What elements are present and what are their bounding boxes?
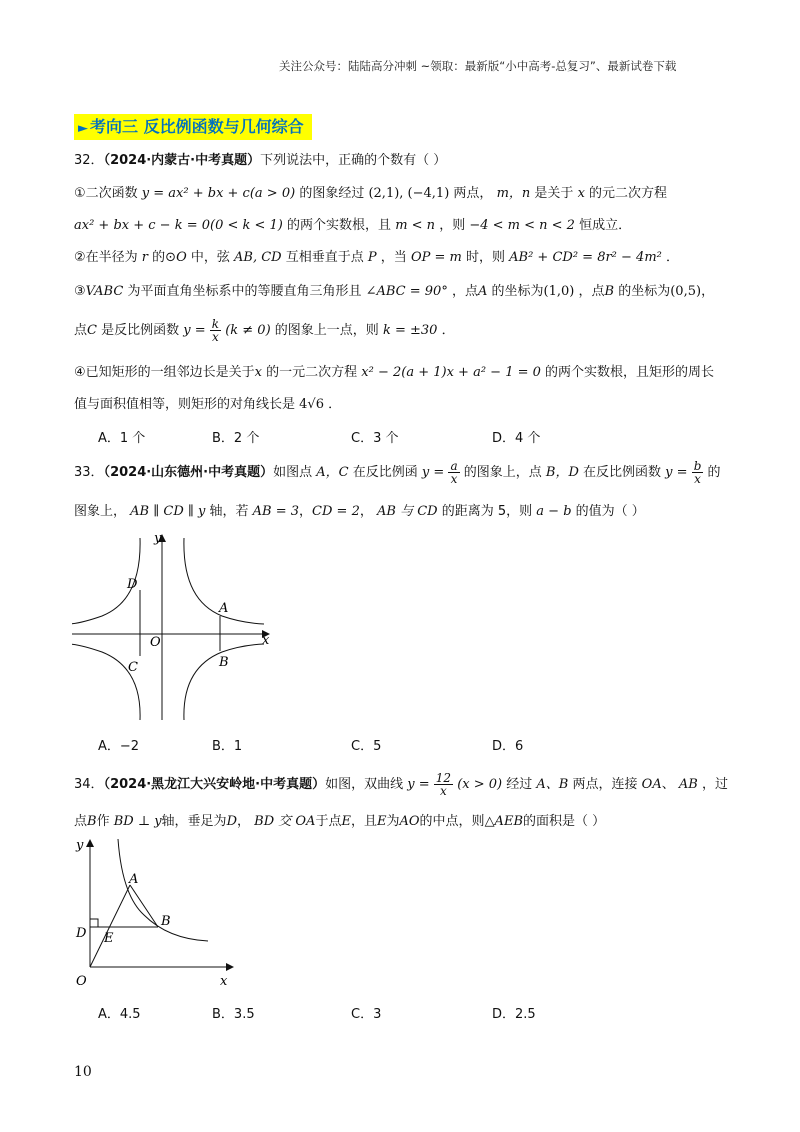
text: 图象上， <box>74 504 127 519</box>
text: 的中点，则 <box>419 814 485 829</box>
math: A，C <box>316 465 349 480</box>
math: AB ∥ CD ∥ y <box>130 504 206 519</box>
text: 的距离为 5，则 <box>441 504 533 519</box>
text: 作 <box>96 814 110 829</box>
math: AB <box>678 777 698 792</box>
q32-stem: 32．（2024·内蒙古·中考真题）下列说法中，正确的个数有（ ） <box>74 153 447 168</box>
text: ，且 <box>350 814 377 829</box>
math: BD ⊥ y <box>113 814 162 829</box>
q34-figure <box>72 835 242 995</box>
fraction <box>448 460 459 485</box>
fraction <box>692 460 704 485</box>
text: 值与面积值相等，则矩形的对角线长是 <box>74 397 296 412</box>
text: ，则 <box>439 218 466 233</box>
math: (k ≠ 0) <box>225 323 271 338</box>
origin-label: O <box>150 635 161 650</box>
math: OP = m <box>410 250 462 265</box>
text: 的坐标为 <box>618 284 671 299</box>
point-c-label: C <box>128 660 138 675</box>
x-axis-label: x <box>262 633 270 648</box>
q33-option-b[interactable]: B．1 <box>212 739 243 754</box>
point-d-label: D <box>76 926 87 941</box>
q32-stem-text: 下列说法中，正确的个数有（ ） <box>260 153 447 168</box>
text: 的两个实数根，且矩形的周长 <box>545 365 715 380</box>
q33-option-c[interactable]: C．5 <box>351 739 382 754</box>
text: ， <box>701 284 715 299</box>
numerator: a <box>450 459 458 473</box>
math: y = ax² + bx + c(a > 0) <box>141 186 296 201</box>
text: 恒成立． <box>579 218 632 233</box>
text: 在反比例函数 <box>583 465 662 480</box>
q33-stem-line2 <box>74 500 645 519</box>
q33-option-a[interactable]: A．−2 <box>98 739 140 754</box>
text: ②在半径为 <box>74 250 138 265</box>
math: (1,0) <box>543 284 575 299</box>
point-a-label: A <box>219 601 229 616</box>
math: B，D <box>545 465 579 480</box>
text: 点 <box>74 323 88 338</box>
page-number: 10 <box>74 1064 92 1080</box>
header-note: 关注公众号：陆陆高分冲刺 ~领取：最新版“小中高考-总复习”、最新试卷下载 <box>279 59 677 73</box>
q33-option-d[interactable]: D．6 <box>492 739 524 754</box>
q32-option-a[interactable]: A．1 个 <box>98 431 146 446</box>
right-angle-mark <box>90 919 98 927</box>
text: ①二次函数 <box>74 186 138 201</box>
math: A、B <box>536 777 569 792</box>
q32-source: （2024·内蒙古·中考真题） <box>103 153 261 168</box>
text: 的 <box>707 465 721 480</box>
math: ax² + bx + c − k = 0(0 < k < 1) <box>74 218 283 233</box>
q33-source: （2024·山东德州·中考真题） <box>103 465 274 480</box>
math: ∠ABC = 90° <box>365 284 448 299</box>
text: 轴，垂足为 <box>161 814 227 829</box>
text: 如图点 <box>273 465 313 480</box>
text: ， <box>299 504 313 519</box>
math: (x > 0) <box>457 777 503 792</box>
point-b-label: B <box>219 655 229 670</box>
math: D <box>226 814 237 829</box>
q32-statement-3-line1 <box>74 280 714 299</box>
math: (0,5) <box>670 284 702 299</box>
math: y = <box>183 323 206 338</box>
q32-option-b[interactable]: B．2 个 <box>212 431 260 446</box>
text: 的⊙ <box>152 250 177 265</box>
q34-number: 34 <box>74 777 91 792</box>
text: 为平面直角坐标系中的等腰直角三角形且 <box>127 284 362 299</box>
math: B <box>604 284 615 299</box>
q34-option-c[interactable]: C．3 <box>351 1007 382 1022</box>
text: 的一元二次方程 <box>266 365 358 380</box>
q32-statement-1-line2 <box>74 214 631 233</box>
q32-statement-4-line2 <box>74 393 341 412</box>
text: 于点 <box>315 814 342 829</box>
text: ，当 <box>380 250 407 265</box>
math: C <box>87 323 97 338</box>
math: AB, CD <box>234 250 282 265</box>
text: 是反比例函数 <box>101 323 180 338</box>
text: 如图，双曲线 <box>325 777 404 792</box>
math: x² − 2(a + 1)x + a² − 1 = 0 <box>361 365 541 380</box>
math: OA <box>641 777 662 792</box>
text: ，点 <box>451 284 478 299</box>
text: ， <box>237 814 251 829</box>
text: 为 <box>386 814 400 829</box>
text: 在反比例函 <box>352 465 418 480</box>
point-b-label: B <box>161 914 171 929</box>
text: 的图象经过 <box>299 186 365 201</box>
section-marker: ► <box>78 121 88 136</box>
math: A <box>477 284 488 299</box>
math: AO <box>399 814 420 829</box>
text: 经过 <box>506 777 533 792</box>
math: AB = 3 <box>252 504 300 519</box>
section-title <box>74 114 312 140</box>
math: (2,1), (−4,1) <box>368 186 450 201</box>
math: VABC <box>85 284 124 299</box>
text: ，过 <box>701 777 728 792</box>
text: 的图象上，点 <box>463 465 542 480</box>
y-axis-label: y <box>154 531 162 546</box>
numerator: 12 <box>435 771 452 785</box>
q32-statement-1-line1 <box>74 182 667 201</box>
q34-option-b[interactable]: B．3.5 <box>212 1007 255 1022</box>
denominator: x <box>212 330 219 344</box>
denominator: x <box>450 472 458 486</box>
math: m，n <box>496 186 531 201</box>
text: ． <box>441 323 455 338</box>
segment-oa <box>90 885 130 967</box>
math: E <box>341 814 351 829</box>
y-axis-label: y <box>76 838 84 853</box>
text: ，点 <box>578 284 605 299</box>
q32-option-c[interactable]: C．3 个 <box>351 431 399 446</box>
q33-stem-line1: 33．（2024·山东德州·中考真题）如图点 A，C 在反比例函 y = $\frac{a}{x}$ 的图象上，点 B，D 在反比例函数 y = $\frac{b}{x}$ 的 <box>74 459 721 486</box>
math: P <box>367 250 377 265</box>
q33-figure <box>72 530 282 725</box>
math: 4√6 <box>299 397 324 412</box>
text: 是关于 <box>534 186 574 201</box>
math: y = <box>665 465 688 480</box>
text: 中，弦 <box>190 250 230 265</box>
text: 的图象上一点，则 <box>274 323 379 338</box>
section-title-text: 考向三 反比例函数与几何综合 <box>90 117 304 136</box>
text: 轴，若 <box>209 504 249 519</box>
math: AB 与 CD <box>377 504 438 519</box>
text: ③ <box>74 284 86 299</box>
q34-stem-line1: 34．（2024·黑龙江大兴安岭地·中考真题）如图，双曲线 y = $\frac{12}{x}$ (x > 0) 经过 A、B 两点，连接 OA、 AB ，过 <box>74 771 728 798</box>
q34-option-d[interactable]: D．2.5 <box>492 1007 536 1022</box>
text: ． <box>328 397 342 412</box>
math: r <box>141 250 149 265</box>
math: a − b <box>536 504 572 519</box>
segment-ab <box>130 885 158 927</box>
q33-number: 33 <box>74 465 91 480</box>
q32-number: 32 <box>74 153 91 168</box>
text: 的值为（ ） <box>575 504 645 519</box>
point-d-label: D <box>127 577 138 592</box>
q32-statement-2 <box>74 246 679 265</box>
math: m < n <box>395 218 436 233</box>
fraction <box>210 318 221 343</box>
q32-statement-4-line1 <box>74 361 714 380</box>
numerator: k <box>211 317 220 331</box>
q34-option-a[interactable]: A．4.5 <box>98 1007 141 1022</box>
text: ， <box>359 504 373 519</box>
text: 互相垂直于点 <box>285 250 364 265</box>
origin-label: O <box>76 974 87 989</box>
q34-source: （2024·黑龙江大兴安岭地·中考真题） <box>103 777 326 792</box>
text: 的坐标为 <box>491 284 544 299</box>
math: x <box>254 365 262 380</box>
text: 的两个实数根，且 <box>287 218 392 233</box>
numerator: b <box>693 459 702 473</box>
math: CD = 2 <box>312 504 360 519</box>
math: −4 < m < n < 2 <box>469 218 575 233</box>
text: 时，则 <box>465 250 505 265</box>
text: 点 <box>74 814 88 829</box>
text: 两点， <box>453 186 493 201</box>
math: k = ±30 <box>382 323 438 338</box>
q32-option-d[interactable]: D．4 个 <box>492 431 541 446</box>
math: BD 交 OA <box>254 814 316 829</box>
text: 、 <box>661 777 675 792</box>
math: B <box>87 814 97 829</box>
point-a-label: A <box>129 872 139 887</box>
math: O <box>176 250 187 265</box>
text: 的面积是（ ） <box>523 814 606 829</box>
curve-y-a-over-x-q3 <box>72 644 140 720</box>
math: y = <box>407 777 430 792</box>
denominator: x <box>694 472 701 486</box>
x-axis-label: x <box>220 974 228 989</box>
math: AB² + CD² = 8r² − 4m² <box>509 250 662 265</box>
text: ． <box>666 250 680 265</box>
math: △AEB <box>484 814 523 829</box>
denominator: x <box>440 784 447 798</box>
math: E <box>376 814 387 829</box>
text: ④已知矩形的一组邻边长是关于 <box>74 365 255 380</box>
math: y = <box>421 465 445 480</box>
q34-stem-line2 <box>74 810 605 829</box>
math: x <box>577 186 585 201</box>
fraction <box>434 772 453 797</box>
text: 两点，连接 <box>572 777 638 792</box>
q32-statement-3-line2 <box>74 318 455 343</box>
text: 的元二次方程 <box>589 186 668 201</box>
point-e-label: E <box>104 931 114 946</box>
